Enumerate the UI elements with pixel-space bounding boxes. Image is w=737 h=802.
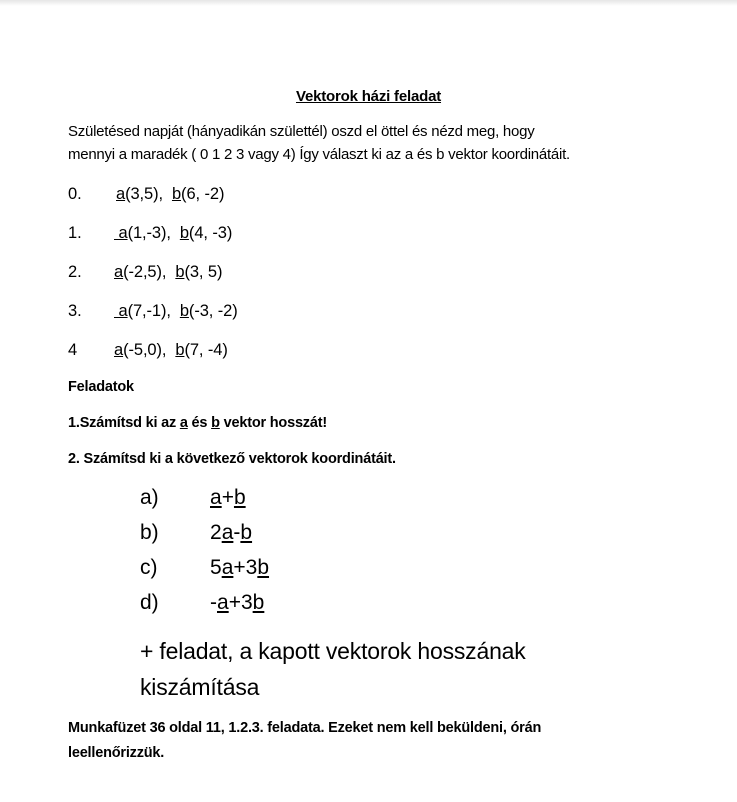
vector-a: a [221, 556, 234, 579]
intro-text-line-2: mennyi a maradék ( 0 1 2 3 vagy 4) Így választ ki az a és b vektor koordinátáit. [68, 146, 570, 163]
vector-b: b [179, 302, 189, 320]
option-vectors [114, 341, 228, 360]
vector-a: a [210, 486, 222, 509]
operator: +3 [233, 556, 258, 579]
subtask-label: a) [140, 486, 159, 509]
subtask-label: c) [140, 556, 158, 579]
vector-b: b [171, 185, 182, 203]
vector-b-coords: (6, -2) [181, 185, 225, 203]
vector-a-coords: (7,-1), [127, 302, 171, 320]
subtask-expression [210, 556, 269, 580]
document-title: Vektorok házi feladat [295, 88, 442, 105]
option-number: 2. [68, 263, 82, 281]
vector-a-coords: (1,-3), [127, 224, 171, 242]
vector-b: b [175, 341, 185, 359]
option-vectors [114, 224, 232, 243]
vector-b-coords: (4, -3) [188, 224, 233, 242]
task-1-text: vektor hosszát! [219, 415, 327, 431]
intro-text-line-1: Születésed napját (hányadikán születtél) oszd el öttel és nézd meg, hogy [68, 123, 535, 140]
extra-task-line-2: kiszámítása [140, 674, 260, 700]
task-1-text: és [187, 415, 212, 431]
task-1 [68, 415, 327, 431]
task-2: 2. Számítsd ki a következő vektorok koordinátáit. [68, 451, 396, 467]
vector-a: a [114, 341, 124, 359]
operator: + [221, 486, 234, 509]
vector-b-coords: (7, -4) [184, 341, 228, 359]
footer-note-line-2: leellenőrizzük. [68, 745, 165, 761]
coef: 2 [210, 521, 222, 544]
task-1-text: 1.Számítsd ki az [68, 415, 180, 431]
vector-b-coords: (3, 5) [184, 263, 223, 281]
vector-a-coords: (-2,5), [123, 263, 167, 281]
subtask-expression [210, 486, 246, 510]
extra-task-line-1: + feladat, a kapott vektorok hosszának [140, 638, 526, 664]
subtask-label: b) [140, 521, 159, 544]
subtask-label: d) [140, 591, 159, 614]
vector-b: b [252, 591, 265, 614]
option-vectors [114, 263, 222, 282]
operator: - [233, 521, 241, 544]
option-number: 0. [68, 185, 82, 203]
coef: 5 [210, 556, 222, 579]
option-vectors [116, 185, 224, 204]
vector-a-coords: (-5,0), [123, 341, 167, 359]
vector-b: b [240, 521, 253, 544]
vector-a-coords: (3,5), [125, 185, 163, 203]
option-vectors [114, 302, 238, 321]
vector-b: b [179, 224, 189, 242]
vector-a: a [118, 224, 128, 242]
tasks-heading: Feladatok [68, 379, 134, 395]
subtask-expression [210, 521, 252, 545]
vector-a: a [179, 415, 188, 431]
page-top-shadow [0, 0, 737, 6]
vector-a: a [217, 591, 229, 614]
subtask-expression [210, 591, 264, 615]
vector-b-coords: (-3, -2) [188, 302, 238, 320]
vector-b: b [211, 415, 220, 431]
option-number: 3. [68, 302, 82, 320]
option-number: 4 [68, 341, 78, 359]
vector-b: b [175, 263, 185, 281]
vector-a: a [118, 302, 128, 320]
footer-note-line-1: Munkafüzet 36 oldal 11, 1.2.3. feladata. Ezeket nem kell beküldeni, órán [68, 720, 542, 736]
operator: +3 [228, 591, 253, 614]
option-number: 1. [68, 224, 82, 242]
vector-a: a [114, 263, 124, 281]
vector-a: a [116, 185, 126, 203]
vector-b: b [257, 556, 270, 579]
coef: - [210, 591, 217, 614]
vector-a: a [221, 521, 234, 544]
vector-b: b [233, 486, 246, 509]
